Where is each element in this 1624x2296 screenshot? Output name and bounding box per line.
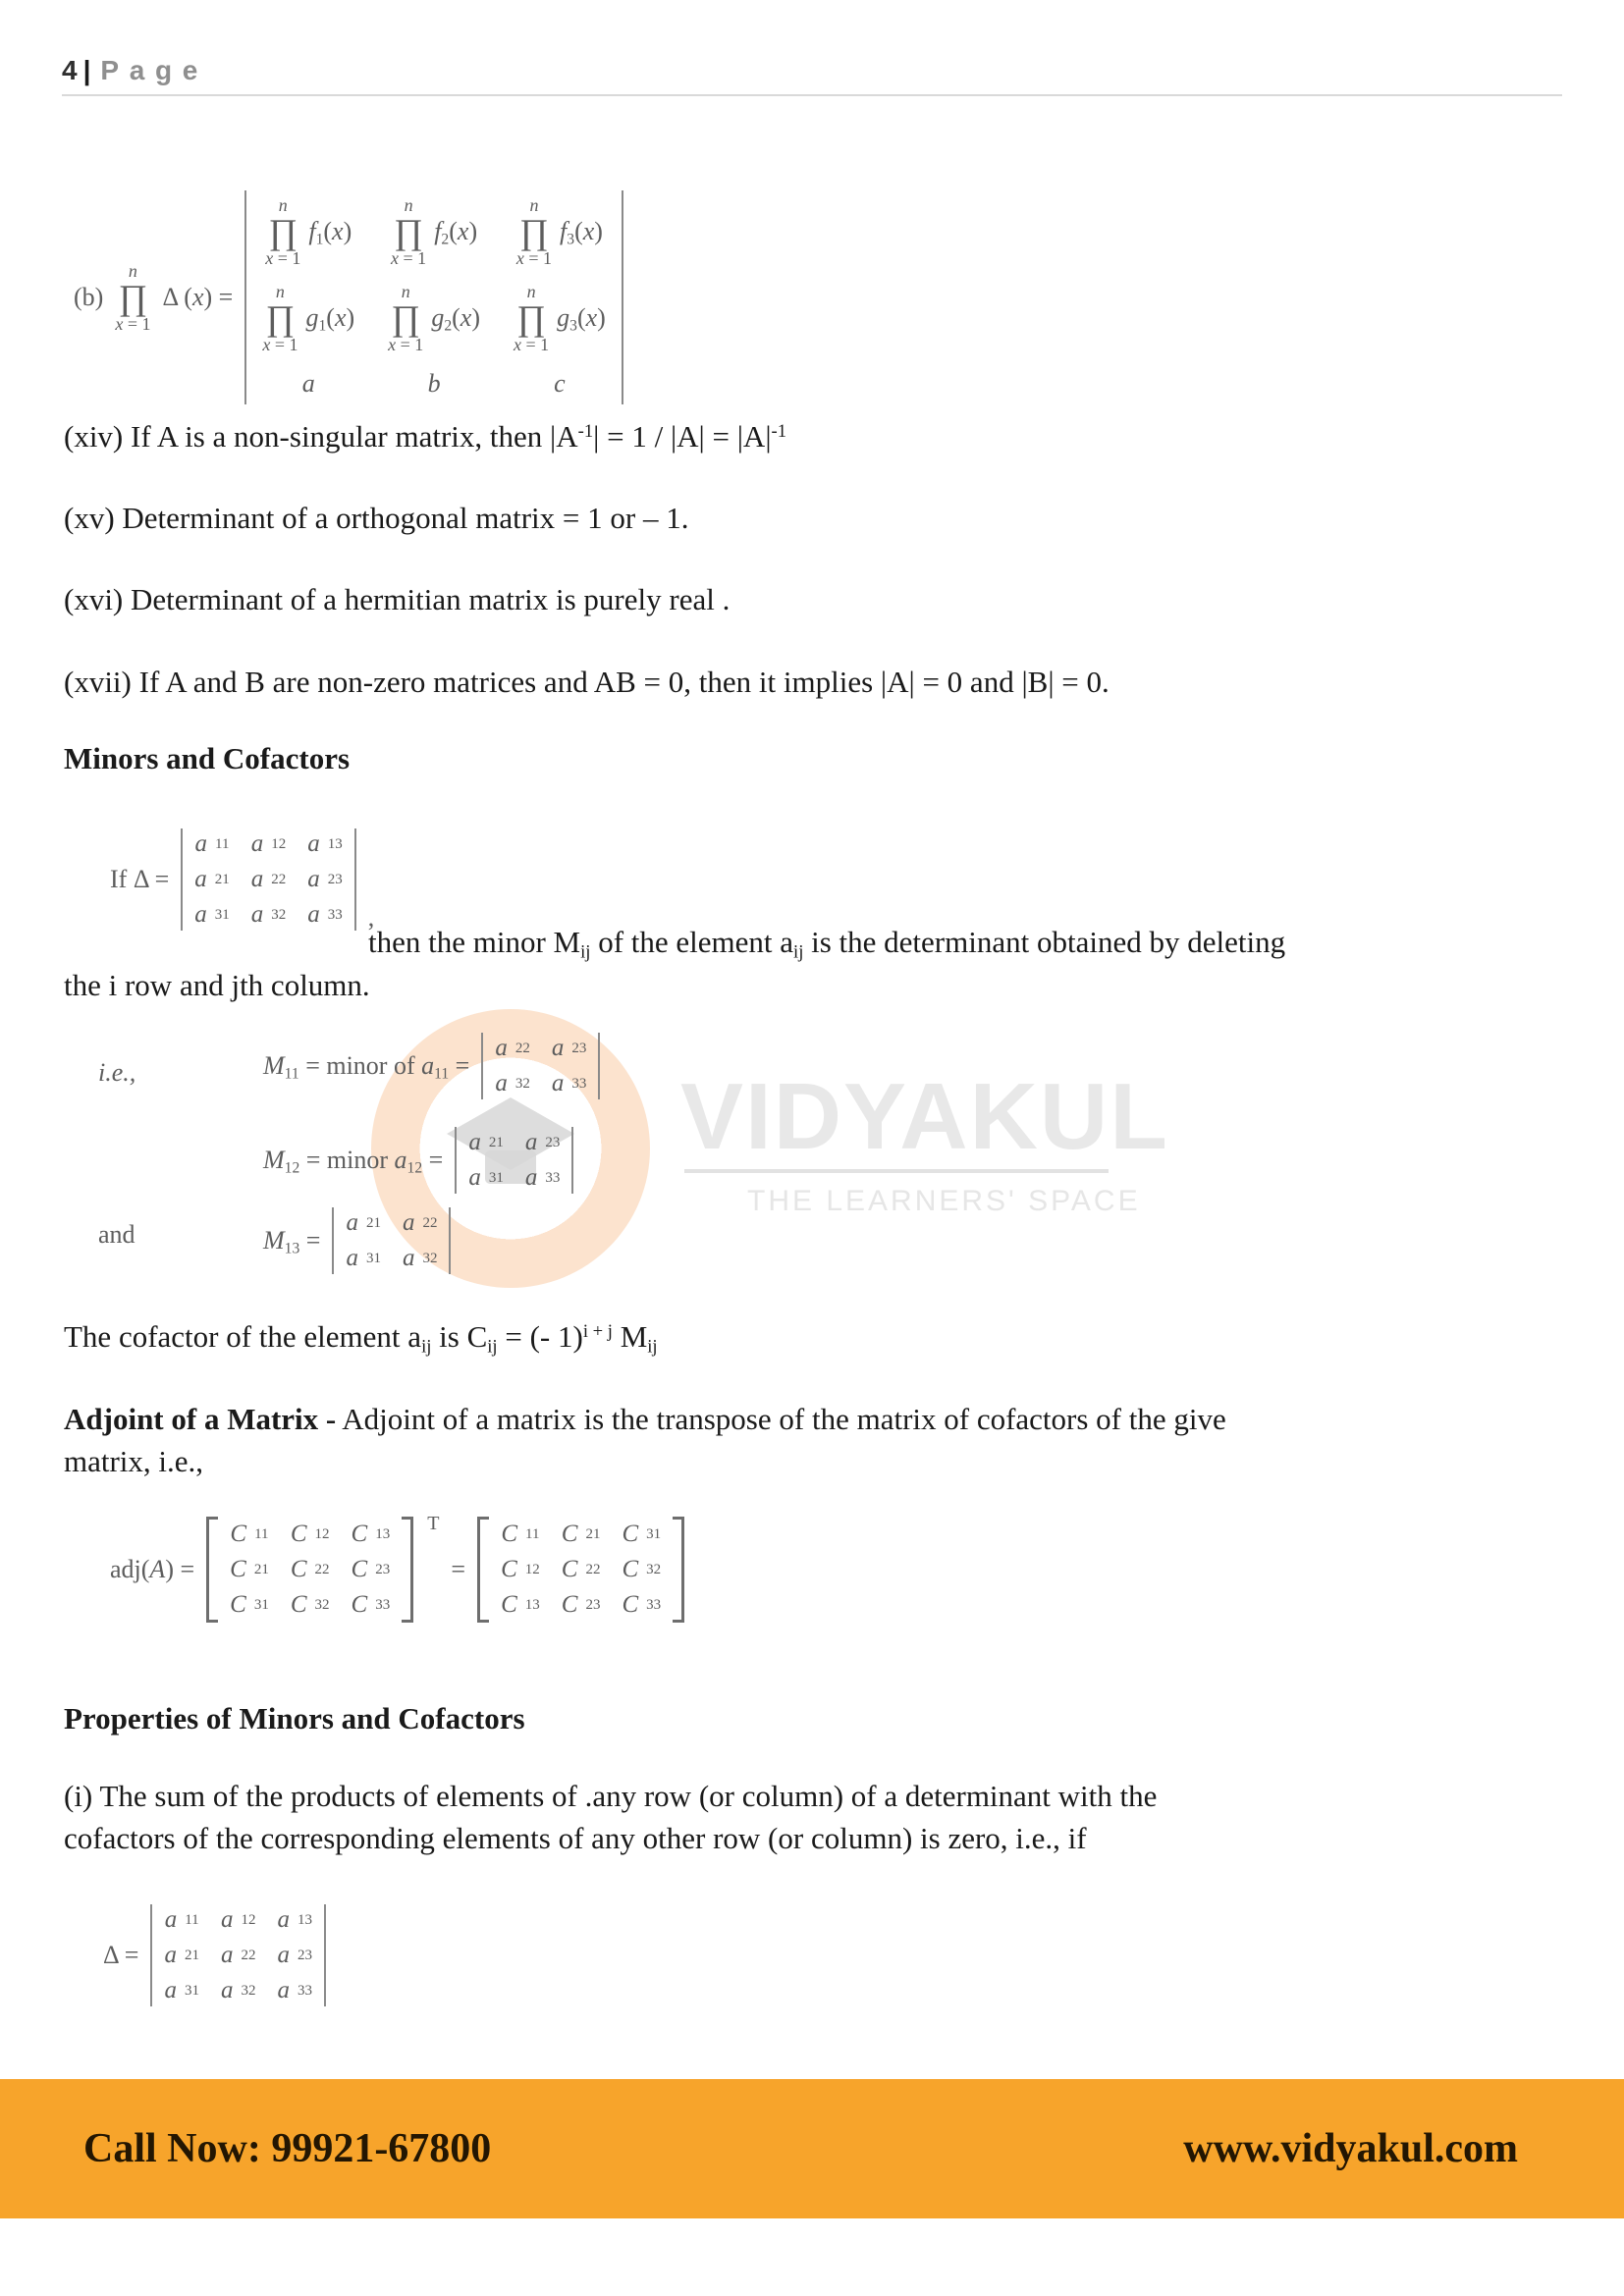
minor-m12-matrix: a 21 a 23 a 31 a 33	[455, 1125, 573, 1196]
watermark-underline	[684, 1169, 1109, 1173]
section-heading-properties: Properties of Minors and Cofactors	[64, 1701, 525, 1735]
product-symbol: n ∏ x = 1	[115, 261, 151, 334]
adjoint-text-rest: Adjoint of a matrix is the transpose of the matrix of cofactors of the give	[336, 1402, 1226, 1436]
section-heading-minors: Minors and Cofactors	[64, 741, 351, 775]
footer-bar	[0, 2079, 1624, 2218]
if-delta-matrix: a 11 a 12 a 13 a 21 a 22 a 23 a 31 a 32 a 33	[181, 827, 356, 933]
page-number: 4	[62, 55, 78, 85]
minor-m13-lhs: $M_{13}$ =	[263, 1226, 321, 1257]
footer-website-text: www.vidyakul.com	[1183, 2126, 1518, 2171]
and-label: and	[98, 1220, 135, 1249]
footer-call-text: Call Now: 99921-67800	[83, 2126, 492, 2171]
if-delta-formula	[110, 827, 374, 933]
page-label: Page	[100, 55, 208, 85]
adjoint-paragraph-line2: matrix, i.e.,	[64, 1444, 204, 1478]
point-xvii: (xvii) If A and B are non-zero matrices and AB = 0, then it implies |A| = 0 and |B| = 0.	[64, 665, 1110, 699]
watermark-tagline: THE LEARNERS' SPACE	[747, 1185, 1141, 1217]
minor-m13-matrix: a 21 a 22 a 31 a 32	[332, 1205, 451, 1276]
adj-formula-lhs: adj(A) =	[110, 1555, 195, 1583]
minor-definition-line2: the i row and jth column.	[64, 968, 370, 1002]
formula-b	[74, 188, 623, 406]
page-header	[62, 55, 208, 86]
point-xiv: (xiv) If A is a non-singular matrix, then $|A^{-1}| = 1 / |A| = |A|^{-1}$	[64, 419, 787, 454]
minor-m13-formula	[263, 1205, 451, 1276]
minor-m12-formula	[263, 1125, 573, 1196]
delta-formula	[103, 1902, 326, 2008]
adjoint-heading: Adjoint of a Matrix -	[64, 1402, 337, 1436]
minor-m12-lhs: $M_{12}$ = minor $a_{12}$ =	[263, 1146, 444, 1177]
adjoint-paragraph-line1	[64, 1400, 1226, 1439]
minor-m11-formula	[263, 1031, 600, 1101]
point-xv: (xv) Determinant of a orthogonal matrix = 1 or – 1.	[64, 501, 689, 535]
watermark-brand: VIDYAKUL	[680, 1064, 1169, 1169]
minor-definition-line1: then the minor $M_{ij}$ of the element $a_{ij}$ is the determinant obtained by deleting	[368, 925, 1286, 963]
header-divider	[62, 94, 1562, 96]
adj-transposed-matrix: C 11 C 21 C 31 C 12 C 22 C 32 C 13 C 23 C 33	[477, 1517, 684, 1623]
delta-matrix: a 11 a 12 a 13 a 21 a 22 a 23 a 31 a 32 a 33	[150, 1902, 326, 2008]
determinant-matrix-b: n ∏ x = 1 $f_1(x)$ n ∏ x = 1 $f_2(x)$ n ∏ x = 1 $f_3(x)$ n ∏ x = 1 $g_1(x)$ n ∏ x = 1 $g_2(x)$ n ∏ x = 1 $g_3(x)$ a b c	[244, 188, 623, 406]
adj-cofactor-matrix: C 11 C 12 C 13 C 21 C 22 C 23 C 31 C 32 C 33	[206, 1517, 413, 1623]
property-i-line1: (i) The sum of the products of elements of .any row (or column) of a determinant with the	[64, 1779, 1158, 1813]
ie-label: i.e.,	[98, 1058, 136, 1087]
minor-m11-matrix: a 22 a 23 a 32 a 33	[481, 1031, 600, 1101]
if-delta-suffix: ,	[367, 903, 375, 932]
point-xvi: (xvi) Determinant of a hermitian matrix is purely real .	[64, 582, 731, 616]
formula-b-label: (b)	[74, 283, 104, 311]
page-separator: |	[82, 55, 91, 85]
if-delta-prefix: If Δ =	[110, 865, 170, 893]
minor-m11-lhs: $M_{11}$ = minor of $a_{11}$ =	[263, 1051, 470, 1083]
delta-formula-lhs: Δ =	[103, 1941, 139, 1969]
formula-b-lhs: Δ (x) =	[162, 283, 234, 311]
adj-formula	[110, 1513, 684, 1623]
property-i-line2: cofactors of the corresponding elements of any other row (or column) is zero, i.e., if	[64, 1821, 1087, 1855]
adj-equals: =	[451, 1555, 466, 1583]
transpose-superscript: T	[427, 1513, 440, 1534]
cofactor-text: The cofactor of the element $a_{ij}$ is $C_{ij}$ = (- 1)$^{i + j}$ $M_{ij}$	[64, 1319, 658, 1358]
